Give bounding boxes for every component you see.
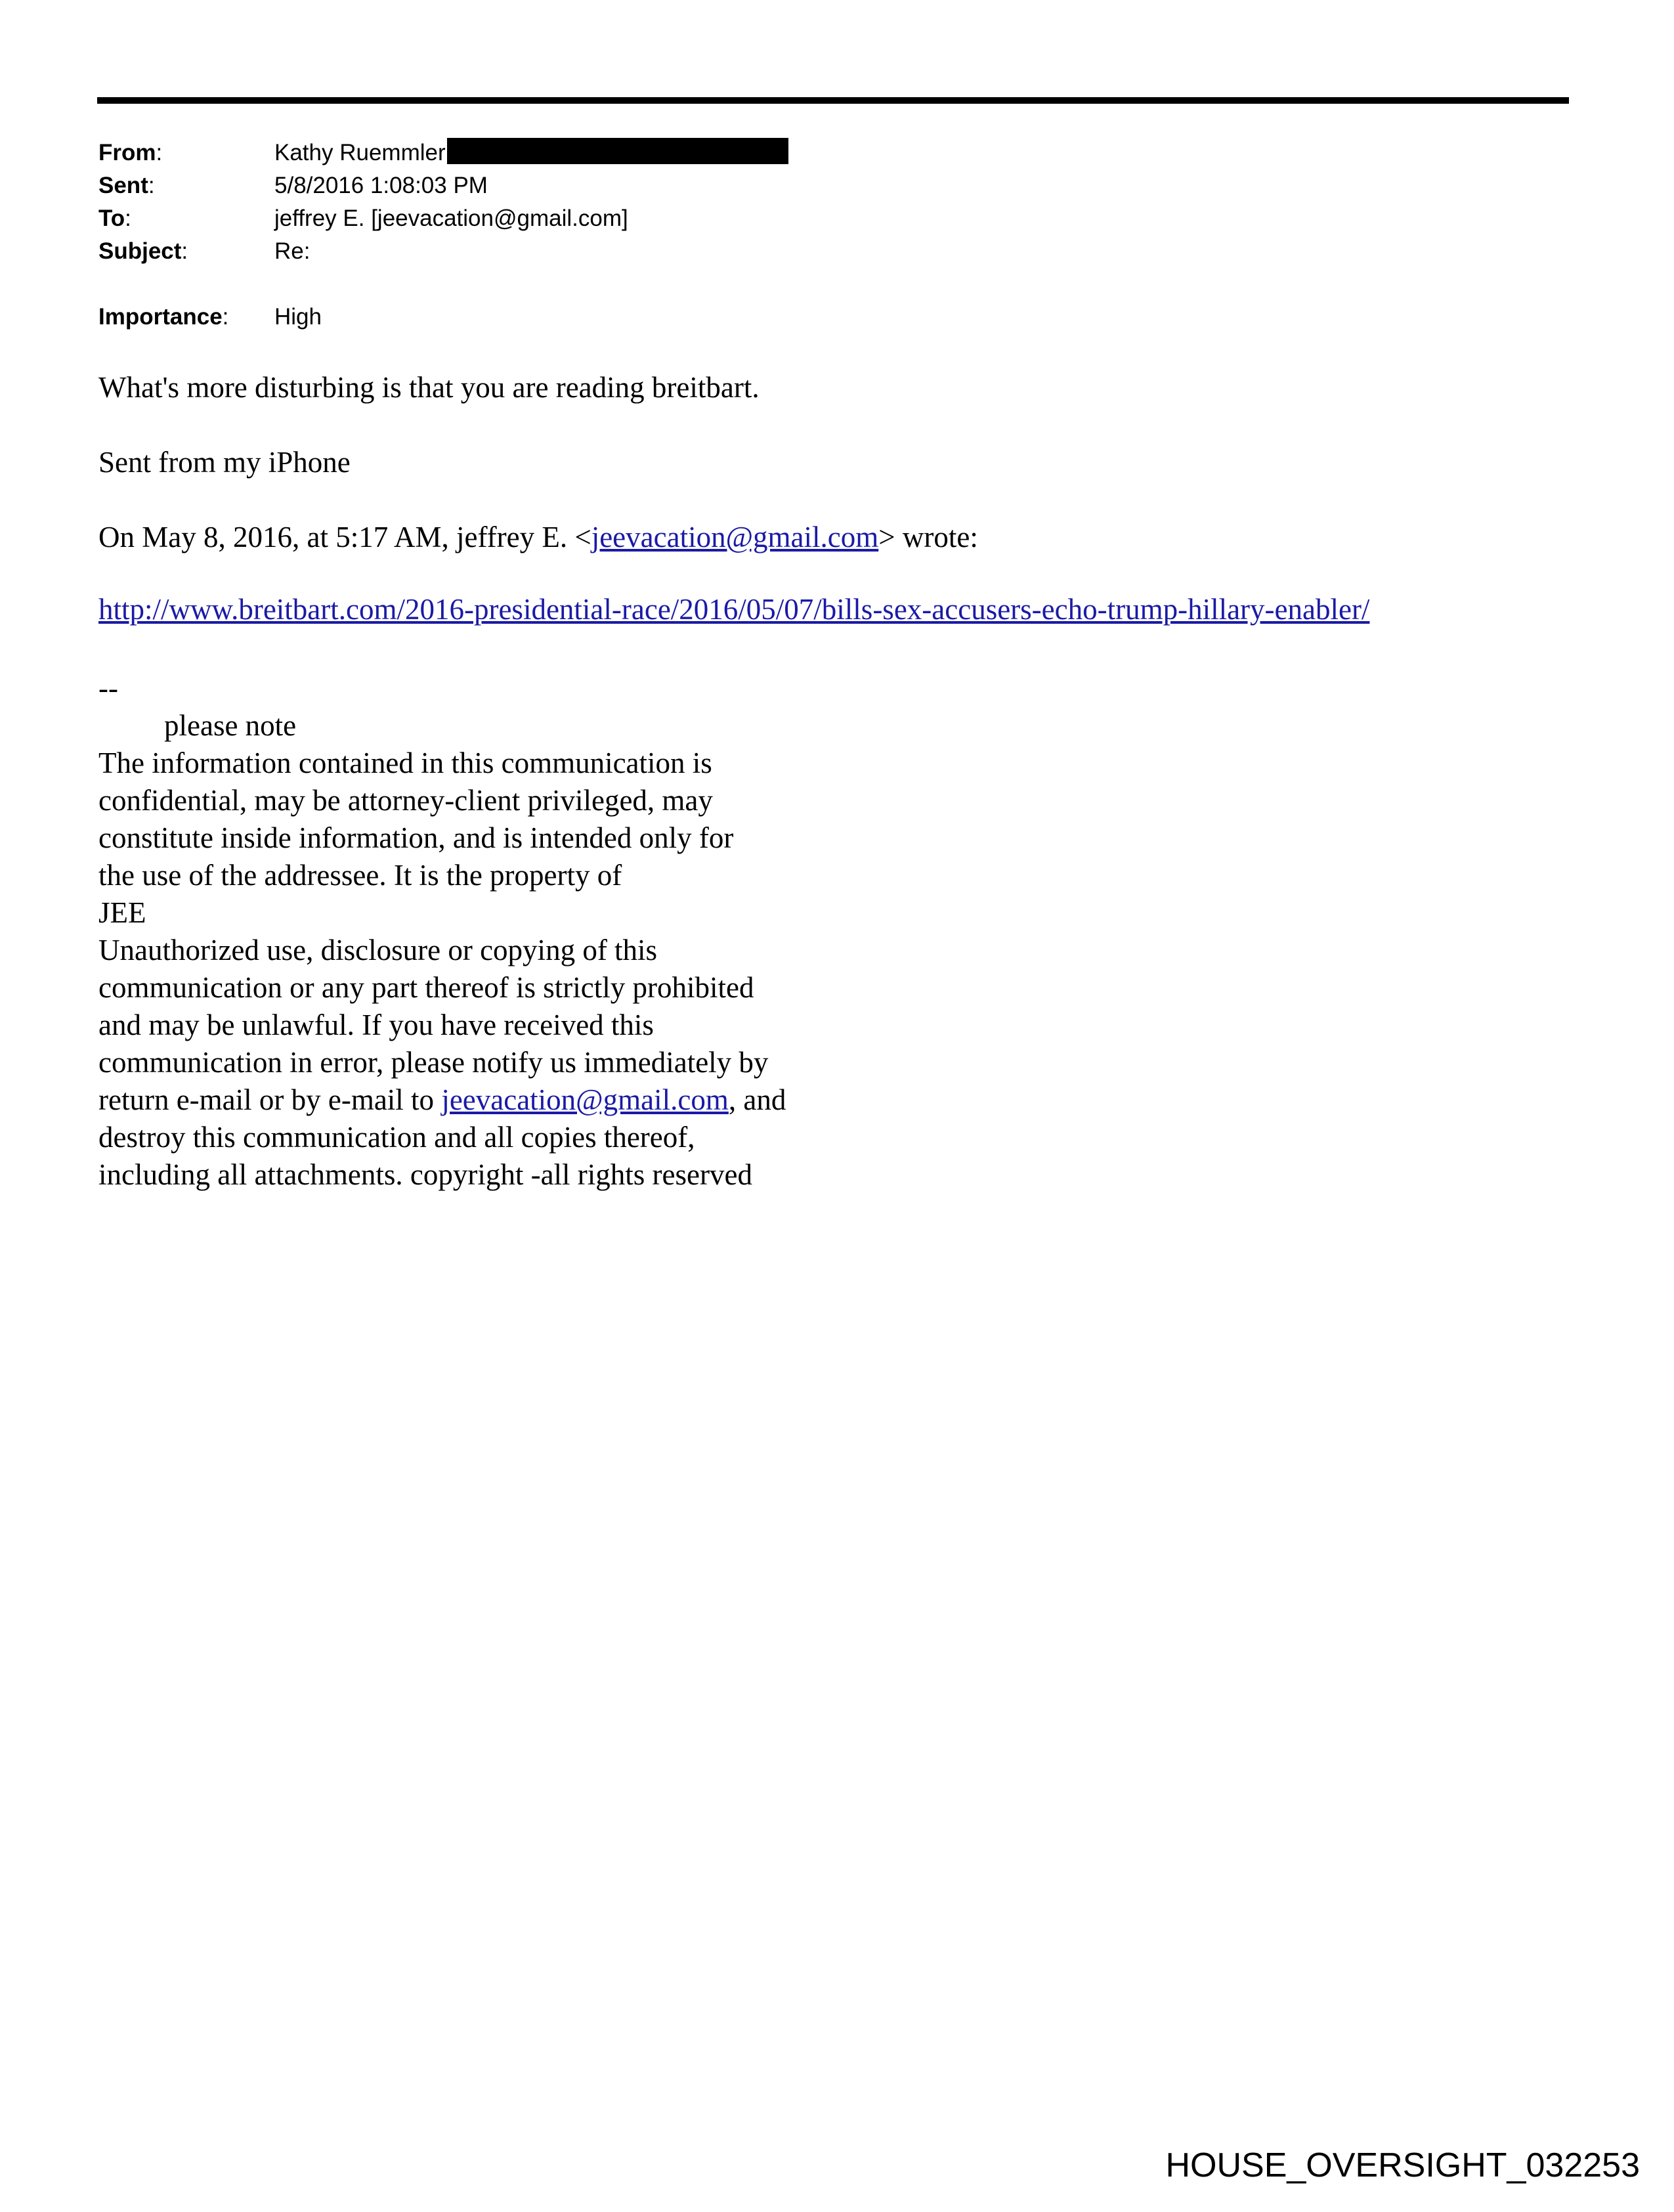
disclaimer-line: please note	[164, 709, 297, 742]
breitbart-article-link[interactable]: http://www.breitbart.com/2016-presidential-race/2016/05/07/bills-sex-accusers-echo-trump-hillary-enabler/	[98, 593, 1370, 626]
reply-line: What's more disturbing is that you are reading breitbart.	[98, 371, 760, 404]
sent-colon: :	[148, 173, 155, 198]
notify-email-link[interactable]: jeevacation@gmail.com	[441, 1083, 729, 1116]
subject-value: Re:	[274, 238, 311, 264]
signature-separator: --	[98, 672, 118, 705]
sent-label: Sent	[98, 173, 148, 198]
signature-line: Sent from my iPhone	[98, 446, 351, 479]
disclaimer-line: JEE	[98, 896, 146, 929]
bates-number: HOUSE_OVERSIGHT_032253	[1165, 2146, 1640, 2184]
subject-label: Subject	[98, 238, 182, 264]
importance-label: Importance	[98, 304, 223, 330]
from-colon: :	[156, 140, 163, 165]
from-value: Kathy Ruemmler	[274, 140, 446, 165]
to-colon: :	[125, 206, 131, 231]
sent-value: 5/8/2016 1:08:03 PM	[274, 173, 488, 198]
to-label: To	[98, 206, 125, 231]
importance-value: High	[274, 304, 322, 330]
redaction-block	[447, 138, 788, 164]
disclaimer-line: confidential, may be attorney-client privileged, may	[98, 784, 713, 817]
disclaimer-line: the use of the addressee. It is the property of	[98, 859, 622, 892]
disclaimer-line: constitute inside information, and is intended only for	[98, 821, 734, 854]
quote-intro-email-link[interactable]: jeevacation@gmail.com	[591, 521, 879, 553]
quote-intro-suffix: > wrote:	[878, 521, 978, 553]
quoted-link-line	[98, 591, 1369, 628]
disclaimer-line: communication in error, please notify us immediately by	[98, 1046, 769, 1079]
disclaimer-line: destroy this communication and all copies thereof,	[98, 1121, 695, 1154]
disclaimer-line: Unauthorized use, disclosure or copying of this	[98, 934, 658, 966]
to-value: jeffrey E. [jeevacation@gmail.com]	[274, 206, 628, 231]
importance-colon: :	[222, 304, 229, 330]
disclaimer-line: The information contained in this communication is	[98, 747, 712, 779]
disclaimer-line: including all attachments. copyright -all rights reserved	[98, 1158, 752, 1191]
subject-colon: :	[181, 238, 188, 264]
quote-intro	[98, 519, 978, 556]
disclaimer-notify-line	[98, 1081, 786, 1119]
disclaimer-block	[98, 670, 786, 1194]
disclaimer-line: and may be unlawful. If you have received this	[98, 1008, 654, 1041]
top-divider	[97, 97, 1569, 104]
notify-suffix: , and	[728, 1083, 786, 1116]
disclaimer-line: communication or any part thereof is strictly prohibited	[98, 971, 754, 1004]
from-label: From	[98, 140, 156, 165]
notify-prefix: return e-mail or by e-mail to	[98, 1083, 442, 1116]
quote-intro-prefix: On May 8, 2016, at 5:17 AM, jeffrey E. <	[98, 521, 591, 553]
